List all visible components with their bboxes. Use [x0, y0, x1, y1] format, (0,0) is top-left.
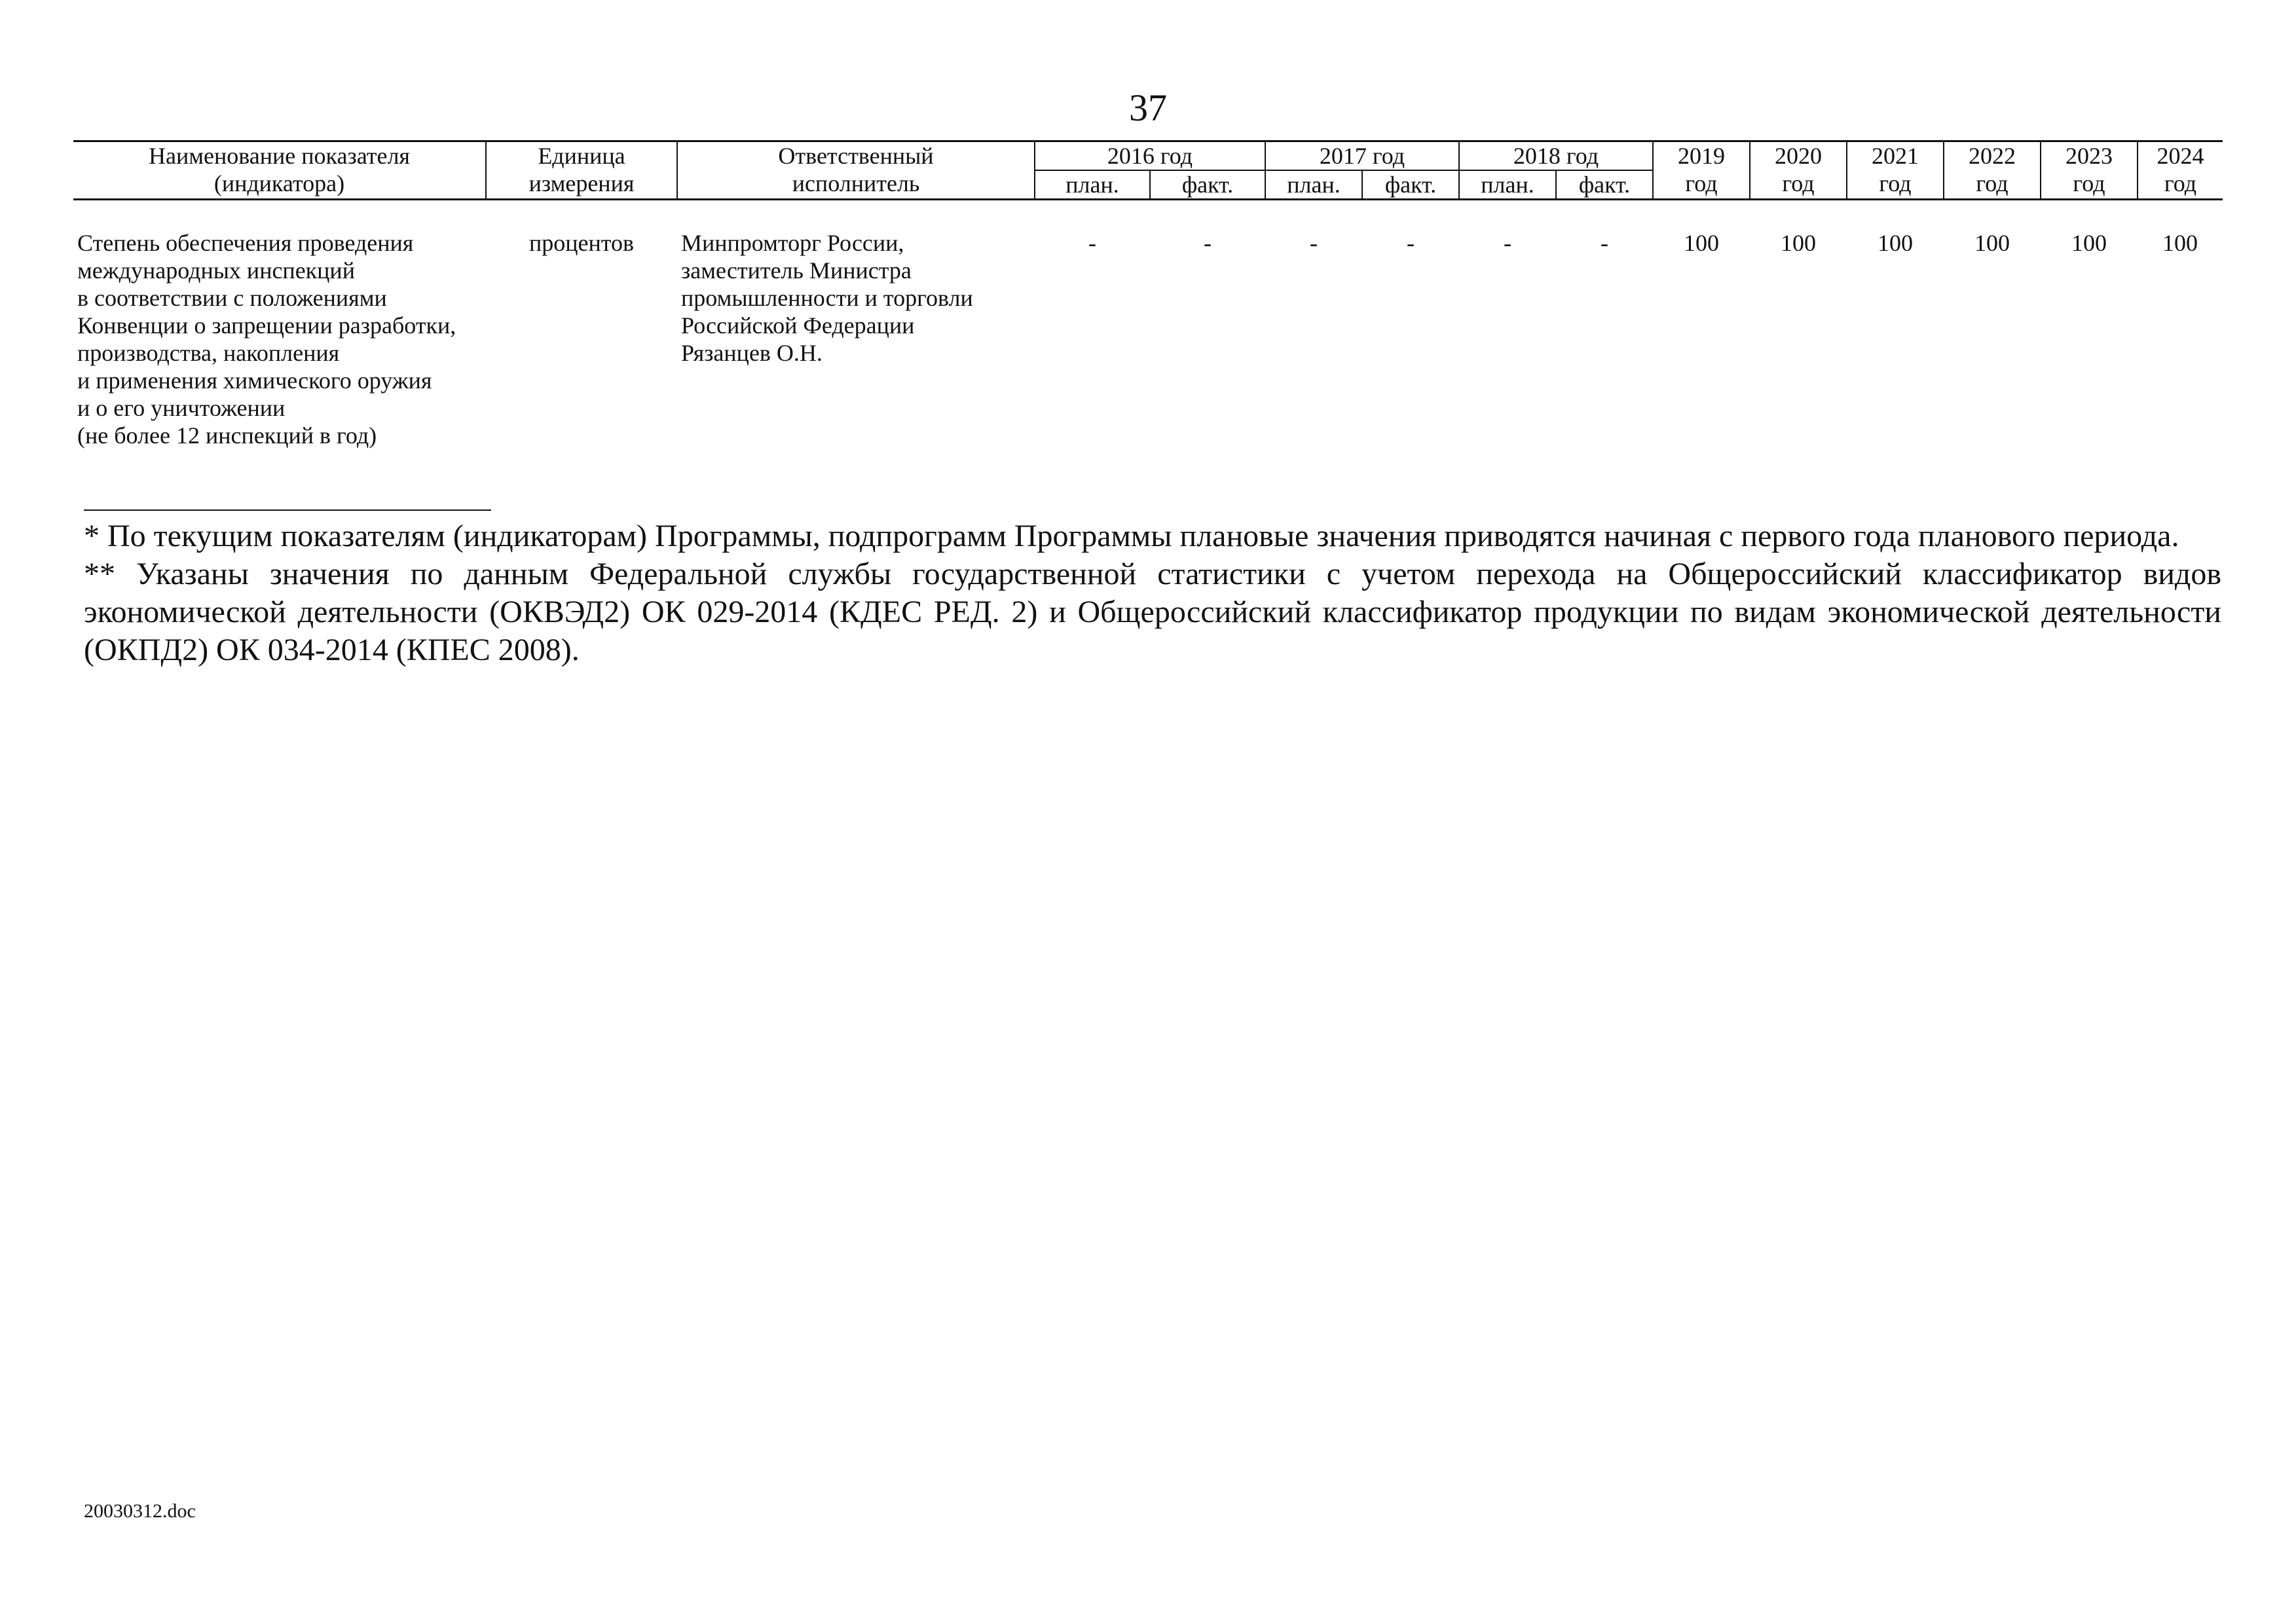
- unit-cell: процентов: [528, 230, 635, 256]
- value-2019: 100: [1684, 230, 1719, 256]
- value-2020: 100: [1781, 230, 1816, 256]
- footnote-2: ** Указаны значения по данным Федеральной службы государственной статистики с учетом перехода на Общероссийский классификатор видов экономической деятельности (ОКВЭД2) ОК 029-2014 (КДЕС РЕД. 2) и Общероссийский классификатор продукции по видам экономической деятельности (ОКПД2) ОК 034-2014 (КПЕС 2008).: [84, 557, 2221, 667]
- header-year-2024: 2024 год: [2138, 141, 2223, 200]
- header-2016-plan: план.: [1035, 170, 1150, 200]
- header-year-2021: 2021 год: [1847, 141, 1944, 200]
- value-2016-plan: -: [1088, 230, 1096, 256]
- header-unit: Единица измерения: [486, 141, 677, 200]
- value-2018-fact: -: [1601, 230, 1608, 256]
- footnotes: [84, 517, 2221, 669]
- table-row: [73, 229, 2223, 449]
- header-year-2022: 2022 год: [1944, 141, 2041, 200]
- value-2017-fact: -: [1407, 230, 1415, 256]
- indicator-name-cell: Степень обеспечения проведения международных инспекций в соответствии с положениями Конвенции о запрещении разработки, производства, накопления и применения химического оружия и о его уничтожении (не более 12 инспекций в год): [77, 230, 456, 449]
- header-year-2019: 2019 год: [1653, 141, 1750, 200]
- header-responsible: Ответственный исполнитель: [677, 141, 1035, 200]
- document-file-name: 20030312.doc: [84, 1500, 196, 1522]
- header-year-2016: 2016 год: [1035, 141, 1265, 171]
- header-2018-plan: план.: [1459, 170, 1556, 200]
- indicators-table: [73, 140, 2223, 449]
- value-2018-plan: -: [1504, 230, 1511, 256]
- value-2024: 100: [2162, 230, 2198, 256]
- header-year-2017: 2017 год: [1265, 141, 1459, 171]
- value-2017-plan: -: [1310, 230, 1318, 256]
- footnote-1: * По текущим показателям (индикаторам) Программы, подпрограмм Программы плановые значения приводятся начиная с первого года планового периода.: [84, 519, 2179, 553]
- header-year-2018: 2018 год: [1459, 141, 1653, 171]
- page-number: 37: [1129, 86, 1167, 129]
- responsible-cell: Минпромторг России, заместитель Министра промышленности и торговли Российской Федерации Рязанцев О.Н.: [681, 230, 973, 366]
- header-2017-plan: план.: [1265, 170, 1362, 200]
- value-2021: 100: [1878, 230, 1913, 256]
- header-year-2020: 2020 год: [1750, 141, 1847, 200]
- header-2017-fact: факт.: [1362, 170, 1459, 200]
- header-year-2023: 2023 год: [2041, 141, 2138, 200]
- table-header: [73, 141, 2223, 200]
- footnote-separator: [84, 509, 491, 511]
- header-2016-fact: факт.: [1150, 170, 1265, 200]
- value-2016-fact: -: [1204, 230, 1212, 256]
- header-indicator-name: Наименование показателя (индикатора): [73, 141, 486, 200]
- value-2023: 100: [2071, 230, 2107, 256]
- value-2022: 100: [1974, 230, 2010, 256]
- header-2018-fact: факт.: [1556, 170, 1653, 200]
